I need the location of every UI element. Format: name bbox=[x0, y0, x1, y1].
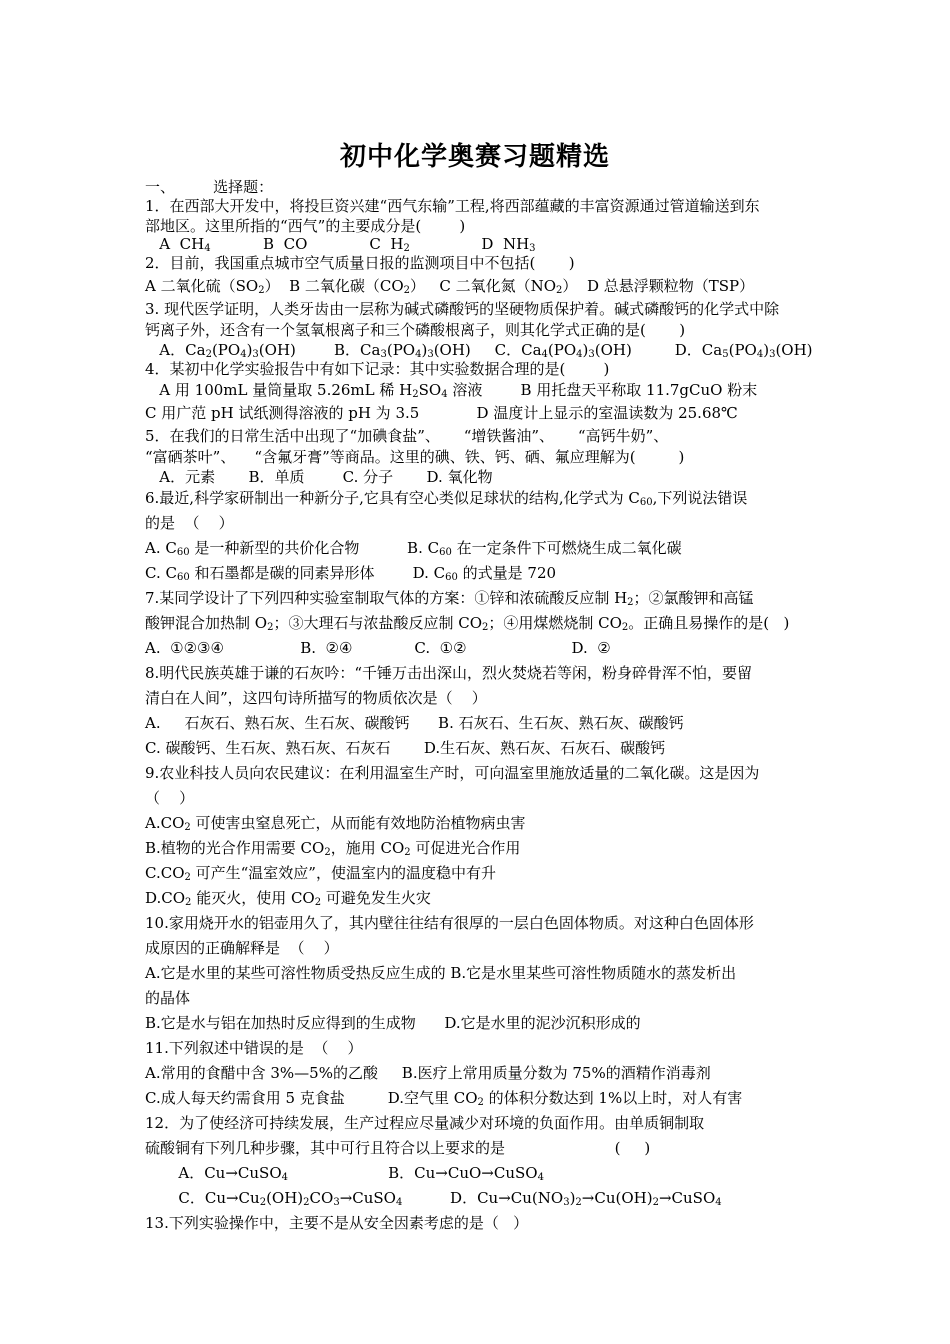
text-line: A $CH_4$ B CO C $H_2$ D $NH_3$ bbox=[145, 235, 536, 254]
text-line: A 二氧化硫$(SO_2)$ B 二氧化碳$(CO_2)$ C 二氧化氮$(NO_2)$ D 总悬浮颗粒物（TSP） bbox=[145, 277, 755, 296]
text-line: C．$Cu\to Cu_2(OH)_2CO_3\to CuSO_4$ D．$Cu\to Cu(NO_3)_2\to Cu(OH)_2\to CuSO_4$ bbox=[145, 1189, 722, 1208]
text-line: 10.家用烧开水的铝壶用久了，其内壁往往结有很厚的一层白色固体物质。对这种白色固体形 bbox=[145, 914, 754, 932]
text-line: A. 石灰石、熟石灰、生石灰、碳酸钙 B. 石灰石、生石灰、熟石灰、碳酸钙 bbox=[145, 714, 684, 732]
question-list bbox=[145, 178, 815, 1236]
text-line: A．Cu→CuSO$_4$ B．Cu→CuO→CuSO$_4$ bbox=[145, 1164, 544, 1183]
text-line: B.它是水与铝在加热时反应得到的生成物 D.它是水里的泥沙沉积形成的 bbox=[145, 1014, 641, 1032]
text-line: A. ①②③④ B. ②④ C. ①② D. ② bbox=[145, 639, 611, 657]
text-line: B.植物的光合作用需要 $CO_2$，施用 $CO_2$ 可促进光合作用 bbox=[145, 839, 521, 858]
text-line: C. 碳酸钙、生石灰、熟石灰、石灰石 D.生石灰、熟石灰、石灰石、碳酸钙 bbox=[145, 739, 666, 757]
text-line: 4．某初中化学实验报告中有如下记录：其中实验数据合理的是( ) bbox=[145, 360, 610, 378]
page-title: 初中化学奥赛习题精选 bbox=[339, 142, 610, 172]
text-line: $C.CO_2$ 可产生“温室效应”，使温室内的温度稳中有升 bbox=[145, 864, 496, 883]
text-line: 酸钾混合加热制 $O_2$；③大理石与浓盐酸反应制 $CO_2$；④用煤燃烧制 $CO_2$。正确且易操作的是( ) bbox=[145, 614, 790, 633]
text-line: 12．为了使经济可持续发展，生产过程应尽量减少对环境的负面作用。由单质铜制取 bbox=[145, 1114, 705, 1132]
text-line: $A.CO_2$ 可使害虫窒息死亡，从而能有效地防治植物病虫害 bbox=[145, 814, 526, 833]
text-line: 1．在西部大开发中，将投巨资兴建“西气东输”工程,将西部蕴藏的丰富资源通过管道输送到东 bbox=[145, 197, 760, 215]
text-line: C. $C_{60}$ 和石墨都是碳的同素异形体 D. $C_{60}$ 的式量是 720 bbox=[145, 564, 557, 583]
text-line: 的是 （ ） bbox=[145, 514, 234, 532]
text-line: 的晶体 bbox=[145, 989, 191, 1007]
text-line: 11.下列叙述中错误的是 （ ） bbox=[145, 1039, 363, 1057]
text-line: A 用 100mL 量筒量取 5.26mL 稀 $H_2SO_4$ 溶液 B 用托盘天平称取 11.7gCuO 粉末 bbox=[145, 381, 758, 400]
text-line: A．$Ca_2(PO_4)_3(OH)$ B．$Ca_3(PO_4)_3(OH)$ C．$Ca_4(PO_4)_3(OH)$ D．$Ca_5(PO_4)_3(OH)$ bbox=[145, 341, 813, 360]
text-line: （ ） bbox=[145, 789, 195, 807]
text-line: 6.最近,科学家研制出一种新分子,它具有空心类似足球状的结构,化学式为 $C_{60}$,下列说法错误 bbox=[145, 489, 748, 508]
text-line: 3. 现代医学证明，人类牙齿由一层称为碱式磷酸钙的坚硬物质保护着。碱式磷酸钙的化学式中除 bbox=[145, 300, 780, 318]
text-line: “富硒茶叶”、 “含氟牙膏”等商品。这里的碘、铁、钙、硒、氟应理解为( ) bbox=[145, 448, 685, 466]
text-line: A. $C_{60}$ 是一种新型的共价化合物 B. $C_{60}$ 在一定条件下可燃烧生成二氧化碳 bbox=[145, 539, 682, 558]
text-line: 2．目前，我国重点城市空气质量日报的监测项目中不包括( ) bbox=[145, 254, 575, 272]
text-line: $D.CO_2$ 能灭火，使用 $CO_2$ 可避免发生火灾 bbox=[145, 889, 431, 908]
text-line: A.它是水里的某些可溶性物质受热反应生成的 B.它是水里某些可溶性物质随水的蒸发析出 bbox=[145, 964, 737, 982]
text-line: 一、 选择题： bbox=[145, 178, 274, 196]
text-line: 7.某同学设计了下列四种实验室制取气体的方案：①锌和浓硫酸反应制 $H_2$；②氯酸钾和高锰 bbox=[145, 589, 754, 608]
text-line: A．元素 B．单质 C. 分子 D. 氧化物 bbox=[145, 468, 493, 486]
text-line: 钙离子外，还含有一个氢氧根离子和三个磷酸根离子，则其化学式正确的是( ) bbox=[145, 321, 686, 339]
text-line: C 用广范 pH 试纸测得溶液的 pH 为 3.5 D 温度计上显示的室温读数为 25.68℃ bbox=[145, 404, 738, 422]
text-line: 5．在我们的日常生活中出现了“加碘食盐”、 “增铁酱油”、 “高钙牛奶”、 bbox=[145, 427, 669, 445]
text-line: 硫酸铜有下列几种步骤，其中可行且符合以上要求的是 ( ) bbox=[145, 1139, 651, 1157]
text-line: 13.下列实验操作中，主要不是从安全因素考虑的是（ ） bbox=[145, 1214, 529, 1232]
text-line: 成原因的正确解释是 （ ） bbox=[145, 939, 339, 957]
text-line: 清白在人间”，这四句诗所描写的物质依次是（ ） bbox=[145, 689, 487, 707]
text-line: 9.农业科技人员向农民建议：在利用温室生产时，可向温室里施放适量的二氧化碳。这是因为 bbox=[145, 764, 760, 782]
text-line: C.成人每天约需食用 5 克食盐 D.空气里 $CO_2$ 的体积分数达到 1%以上时，对人有害 bbox=[145, 1089, 743, 1108]
text-line: A.常用的食醋中含 3%—5%的乙酸 B.医疗上常用质量分数为 75%的酒精作消毒剂 bbox=[145, 1064, 711, 1082]
text-line: 8.明代民族英雄于谦的石灰吟：“千锤万击出深山，烈火焚烧若等闲，粉身碎骨浑不怕，要留 bbox=[145, 664, 752, 682]
text-line: 部地区。这里所指的“西气”的主要成分是( ) bbox=[145, 217, 466, 235]
